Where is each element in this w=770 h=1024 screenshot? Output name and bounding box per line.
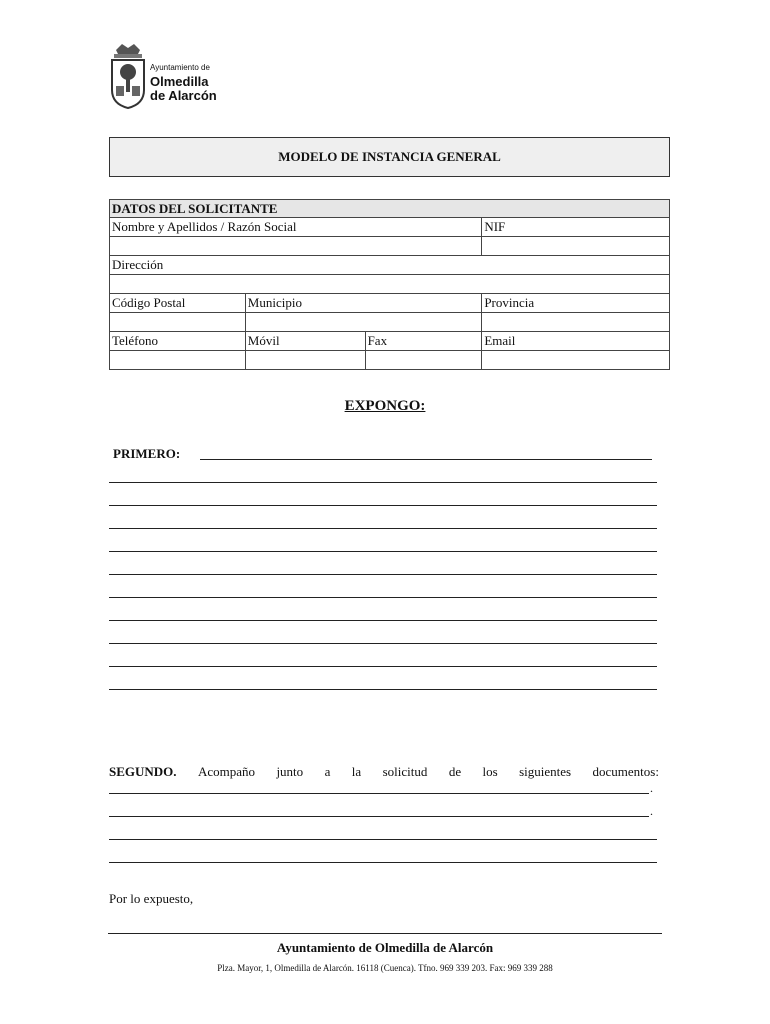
primero-line[interactable] (109, 574, 657, 575)
codigo-postal-label: Código Postal (110, 294, 246, 313)
nombre-field[interactable] (110, 237, 482, 256)
segundo-label: SEGUNDO. (109, 764, 177, 779)
primero-line[interactable] (109, 643, 657, 644)
expongo-title: EXPONGO: (344, 398, 426, 414)
segundo-word: solicitud (382, 764, 428, 779)
logo-line-1: Ayuntamiento de (150, 63, 210, 72)
line-end-period: . (650, 781, 653, 795)
direccion-field[interactable] (110, 275, 670, 294)
nif-label: NIF (482, 218, 670, 237)
applicant-section-heading: DATOS DEL SOLICITANTE (110, 200, 670, 218)
municipal-logo (108, 42, 238, 112)
segundo-word: documentos: (592, 764, 659, 779)
segundo-line[interactable] (109, 839, 657, 840)
primero-line[interactable] (109, 666, 657, 667)
segundo-line[interactable] (109, 816, 649, 817)
primero-line[interactable] (109, 597, 657, 598)
coat-of-arms-icon (108, 42, 148, 112)
primero-line[interactable] (109, 689, 657, 690)
email-label: Email (482, 332, 670, 351)
movil-label: Móvil (245, 332, 365, 351)
nombre-label: Nombre y Apellidos / Razón Social (110, 218, 482, 237)
footer-divider (108, 933, 662, 934)
segundo-sentence (109, 764, 659, 780)
fax-field[interactable] (365, 351, 482, 370)
segundo-word: la (351, 764, 362, 779)
footer-title: Ayuntamiento de Olmedilla de Alarcón (276, 940, 494, 955)
telefono-label: Teléfono (110, 332, 246, 351)
provincia-field[interactable] (482, 313, 670, 332)
segundo-word: siguientes (519, 764, 572, 779)
primero-line[interactable] (109, 482, 657, 483)
fax-label: Fax (365, 332, 482, 351)
segundo-word: Acompaño (197, 764, 256, 779)
direccion-label: Dirección (110, 256, 670, 275)
segundo-word: los (482, 764, 498, 779)
logo-line-2: Olmedilla (150, 74, 209, 89)
movil-field[interactable] (245, 351, 365, 370)
municipio-field[interactable] (245, 313, 482, 332)
applicant-data-table (109, 199, 670, 370)
primero-line[interactable] (109, 551, 657, 552)
segundo-word: a (324, 764, 331, 779)
segundo-line[interactable] (109, 793, 649, 794)
provincia-label: Provincia (482, 294, 670, 313)
segundo-word: junto (276, 764, 304, 779)
primero-line[interactable] (200, 459, 652, 460)
municipio-label: Municipio (245, 294, 482, 313)
line-end-period: . (650, 804, 653, 818)
primero-line[interactable] (109, 620, 657, 621)
email-field[interactable] (482, 351, 670, 370)
nif-field[interactable] (482, 237, 670, 256)
segundo-word: de (448, 764, 462, 779)
closing-text: Por lo expuesto, (109, 891, 194, 906)
segundo-line[interactable] (109, 862, 657, 863)
logo-line-3: de Alarcón (150, 88, 217, 103)
primero-label: PRIMERO: (113, 446, 181, 461)
telefono-field[interactable] (110, 351, 246, 370)
primero-line[interactable] (109, 505, 657, 506)
footer-address: Plza. Mayor, 1, Olmedilla de Alarcón. 16118 (Cuenca). Tfno. 969 339 203. Fax: 969 339 288 (217, 963, 553, 973)
primero-line[interactable] (109, 528, 657, 529)
form-title: MODELO DE INSTANCIA GENERAL (109, 137, 670, 177)
codigo-postal-field[interactable] (110, 313, 246, 332)
